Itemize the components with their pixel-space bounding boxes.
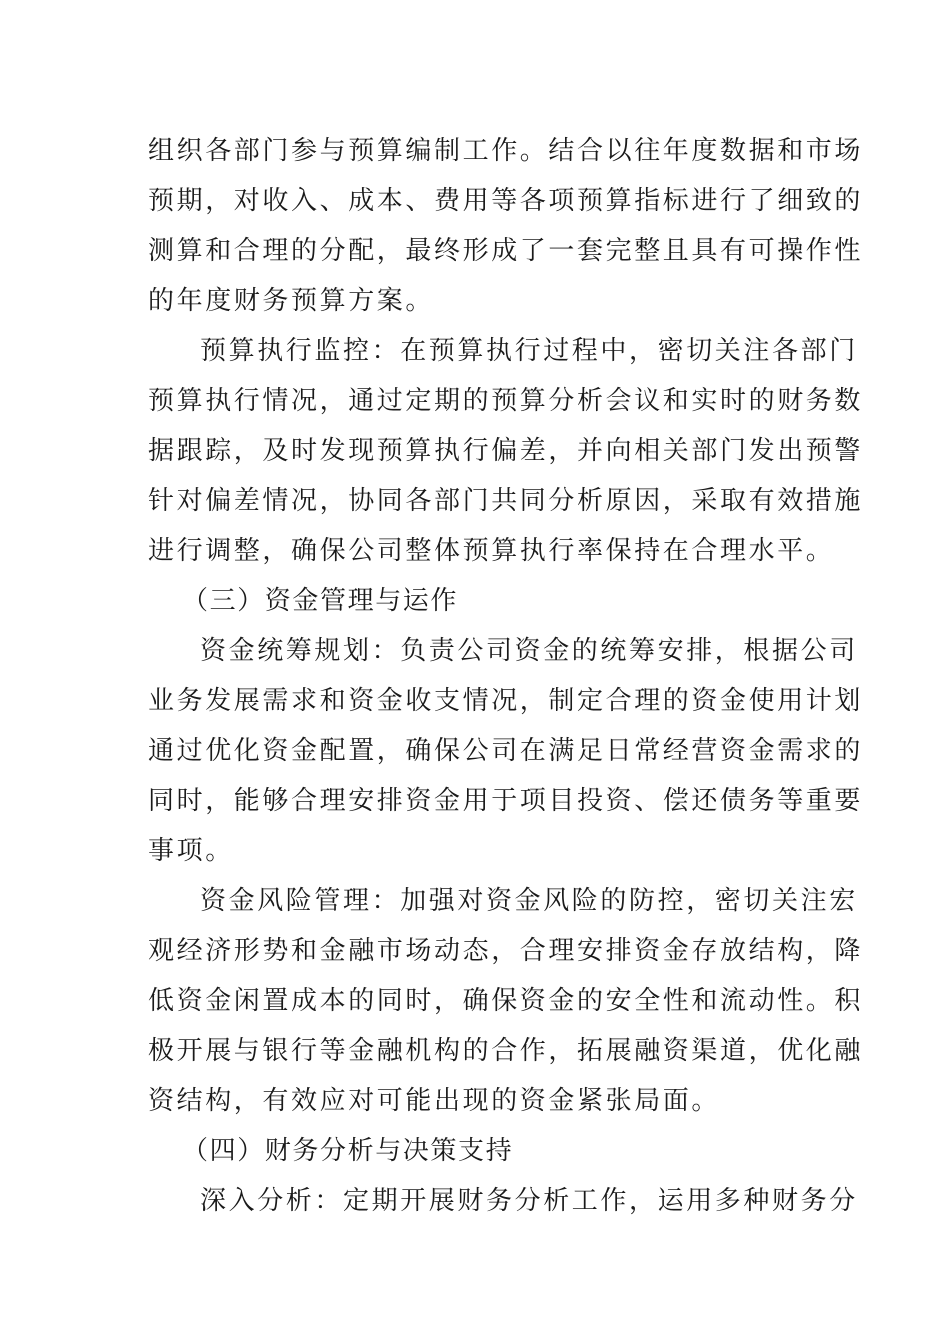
paragraph-line: 预期，对收入、成本、费用等各项预算指标进行了细致的: [148, 186, 864, 216]
paragraph-line: 据跟踪，及时发现预算执行偏差，并向相关部门发出预警: [148, 436, 864, 466]
paragraph-line: 测算和合理的分配，最终形成了一套完整且具有可操作性: [148, 236, 864, 266]
paragraph-line: 的年度财务预算方案。: [148, 286, 435, 316]
paragraph-line: 资金风险管理：加强对资金风险的防控，密切关注宏: [200, 886, 858, 916]
paragraph-line: 深入分析：定期开展财务分析工作，运用多种财务分: [200, 1186, 858, 1216]
paragraph-line: 组织各部门参与预算编制工作。结合以往年度数据和市场: [148, 136, 864, 166]
paragraph-line: 观经济形势和金融市场动态，合理安排资金存放结构，降: [148, 936, 864, 966]
paragraph-line: 业务发展需求和资金收支情况，制定合理的资金使用计划: [148, 686, 864, 716]
paragraph-line: 预算执行监控：在预算执行过程中，密切关注各部门: [200, 336, 858, 366]
paragraph-line: 低资金闲置成本的同时，确保资金的安全性和流动性。积: [148, 986, 864, 1016]
paragraph-line: 通过优化资金配置，确保公司在满足日常经营资金需求的: [148, 736, 864, 766]
section-heading: （三）资金管理与运作: [182, 586, 459, 616]
paragraph-line: 针对偏差情况，协同各部门共同分析原因，采取有效措施: [148, 486, 864, 516]
paragraph-line: 极开展与银行等金融机构的合作，拓展融资渠道，优化融: [148, 1036, 864, 1066]
paragraph-line: 资结构，有效应对可能出现的资金紧张局面。: [148, 1086, 721, 1116]
paragraph-line: 同时，能够合理安排资金用于项目投资、偿还债务等重要: [148, 786, 864, 816]
paragraph-line: 资金统筹规划：负责公司资金的统筹安排，根据公司: [200, 636, 858, 666]
paragraph-line: 预算执行情况，通过定期的预算分析会议和实时的财务数: [148, 386, 864, 416]
section-heading: （四）财务分析与决策支持: [182, 1136, 514, 1166]
paragraph-line: 事项。: [148, 836, 234, 866]
paragraph-line: 进行调整，确保公司整体预算执行率保持在合理水平。: [148, 536, 835, 566]
